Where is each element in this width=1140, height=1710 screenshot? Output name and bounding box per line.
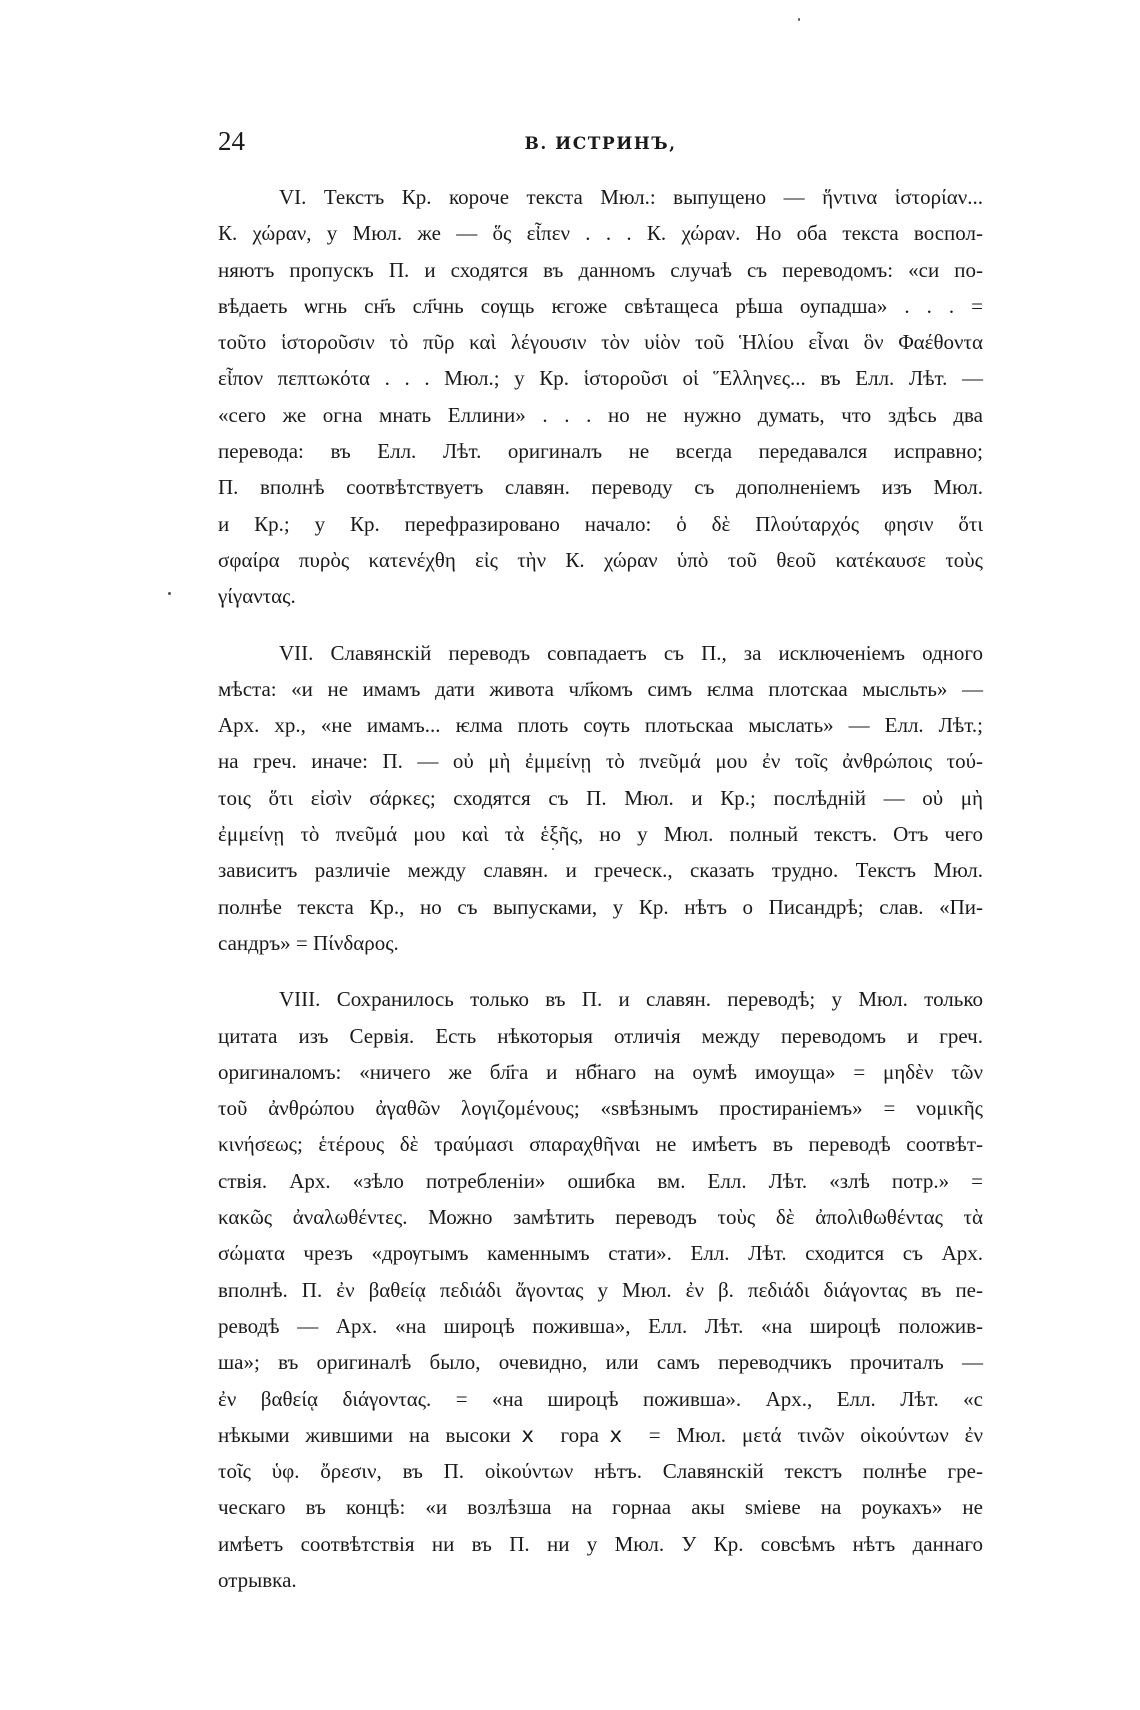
- text-line: VIII. Сохранилось только въ П. и славян. переводѣ; у Мюл. только: [279, 987, 983, 1012]
- text-line: «сего же огна мнать Еллини» . . . но не нужно думать, что здѣсь два: [218, 402, 983, 427]
- text-line: цитата изъ Сервія. Есть нѣкоторыя отличія между переводомъ и греч.: [218, 1023, 983, 1048]
- scan-speck: [552, 848, 554, 850]
- text-line: εἶπον πεπτωκότα . . . Мюл.; у Кр. ἱστοροῦσι οἱ Ἕλληνες... въ Елл. Лѣт. —: [218, 366, 983, 391]
- text-line: оригиналомъ: «ничего же бл҃га и нб҃наго на оумѣ имоуща» = μηδὲν τῶν: [218, 1059, 983, 1084]
- text-line: σώματα чрезъ «дрѹгымъ каменнымъ стати». Елл. Лѣт. сходится съ Арх.: [218, 1241, 983, 1266]
- body-text: [218, 179, 983, 1618]
- text-line: γίγαντας.: [218, 584, 296, 609]
- section-vii: [218, 635, 983, 962]
- text-line: τοῦ ἀνθρώπου ἀγαθῶν λογιζομένους; «ѕвѣзнымъ простираніемъ» = νομικῆς: [218, 1096, 983, 1121]
- text-line: няютъ пропускъ П. и сходятся въ данномъ случаѣ съ переводомъ: «си по-: [218, 257, 983, 282]
- text-line: вполнѣ. П. ἐν βαθείᾳ πεδιάδι ἄγοντας у Мюл. ἐν β. πεδιάδι διάγοντας въ пе-: [218, 1277, 983, 1302]
- running-head: В. ИСТРИНЪ,: [524, 134, 677, 154]
- text-line: VII. Славянскій переводъ совпадаетъ съ П., за исключеніемъ одного: [279, 640, 983, 665]
- text-line: τοις ὅτι εἰσὶν σάρκες; сходятся съ П. Мюл. и Кр.; послѣдній — οὐ μὴ: [218, 785, 983, 810]
- section-viii: [218, 981, 983, 1598]
- text-line: VI. Текстъ Кр. короче текста Мюл.: выпущено — ἥντινα ἱστορίαν...: [279, 185, 983, 209]
- text-line: и Кр.; у Кр. перефразировано начало: ὁ δὲ Πλούταρχός φησιν ὅτι: [218, 511, 983, 536]
- text-line: κινήσεως; ἑτέρους δὲ τραύμασι σπαραχθῆναι не имѣетъ въ переводѣ соотвѣт-: [218, 1132, 983, 1157]
- text-line: ἐν βαθείᾳ διάγοντας. = «на широцѣ поживша». Арх., Елл. Лѣт. «с: [218, 1386, 983, 1411]
- section-vi: [218, 179, 983, 615]
- text-line: К. χώραν, у Мюл. же — ὅς εἶπεν . . . К. χώραν. Но оба текста воспол-: [218, 221, 983, 246]
- text-line: на греч. иначе: П. — οὐ μὴ ἐμμείνῃ τὸ πνεῦμά μου ἐν τοῖς ἀνθρώποις τού-: [218, 749, 983, 774]
- text-line: перевода: въ Елл. Лѣт. оригиналъ не всегда передавался исправно;: [218, 439, 983, 464]
- text-line: отрывка.: [218, 1567, 297, 1592]
- text-line: ствія. Арх. «зѣло потребленіи» ошибка вм. Елл. Лѣт. «злѣ потр.» =: [218, 1168, 983, 1193]
- text-line: ческаго въ концѣ: «и возлѣзша на горнаа акы ѕміеве на роукахъ» не: [218, 1495, 983, 1520]
- text-line: зависитъ различіе между славян. и греческ., сказать трудно. Текстъ Мюл.: [218, 858, 983, 883]
- text-line: вѣдаеть ѡгнь сн҃ъ сл҃чнь сѹщь ѥгоже свѣтащеса рѣша оупадша» . . . =: [218, 293, 983, 318]
- scan-speck: [168, 592, 171, 595]
- scan-speck: [798, 18, 800, 21]
- text-line: полнѣе текста Кр., но съ выпусками, у Кр. нѣтъ о Писандрѣ; слав. «Пи-: [218, 894, 983, 919]
- page-number: 24: [218, 126, 245, 156]
- text-line: ша»; въ оригиналѣ было, очевидно, или самъ переводчикъ прочиталъ —: [218, 1350, 983, 1375]
- text-line: Арх. хр., «не имамъ... ѥлма плоть сѹть плотьскаа мыслать» — Елл. Лѣт.;: [218, 713, 983, 738]
- text-line: сандръ» = Πίνδαρος.: [218, 930, 399, 955]
- text-line: τοῖς ὑφ. ὄρεσιν, въ П. οἰκούντων нѣтъ. Славянскій текстъ полнѣе гре-: [218, 1459, 983, 1484]
- page-header: [218, 126, 983, 166]
- text-line: нѣкыми жившими на высокиⅹ гораⅹ = Мюл. μετά τινῶν οἰκούντων ἐν: [218, 1422, 983, 1447]
- text-line: ἐμμείνῃ τὸ πνεῦμά μου καὶ τὰ ἑξῆς, но у Мюл. полный текстъ. Отъ чего: [218, 822, 983, 847]
- text-line: реводѣ — Арх. «на широцѣ поживша», Елл. Лѣт. «на широцѣ положив-: [218, 1313, 983, 1338]
- text-line: σφαίρα πυρὸς κατενέχθη εἰς τὴν К. χώραν ὑπὸ τοῦ θεοῦ κατέκαυσε τοὺς: [218, 547, 983, 572]
- text-line: τοῦτο ἱστοροῦσιν τὸ πῦρ καὶ λέγουσιν τὸν υἱὸν τοῦ Ἡλίου εἶναι ὃν Φαέθοντα: [218, 330, 983, 355]
- text-line: мѣста: «и не имамъ дати живота чл҃комъ симъ ѥлма плотскаа мысльть» —: [218, 676, 983, 701]
- text-line: имѣетъ соотвѣтствія ни въ П. ни у Мюл. У Кр. совсѣмъ нѣтъ даннаго: [218, 1531, 983, 1556]
- text-line: κακῶς ἀναλωθέντες. Можно замѣтить переводъ τοὺς δὲ ἀπολιθωθέντας τὰ: [218, 1205, 983, 1230]
- text-line: П. вполнѣ соотвѣтствуетъ славян. переводу съ дополненіемъ изъ Мюл.: [218, 475, 983, 500]
